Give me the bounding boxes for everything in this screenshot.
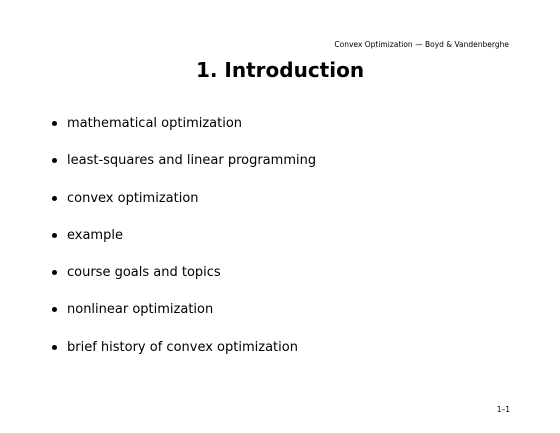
bullet-icon: [52, 196, 57, 201]
bullet-icon: [52, 345, 57, 350]
list-item-text: nonlinear optimization: [67, 302, 214, 318]
list-item-text: course goals and topics: [67, 265, 221, 281]
running-header: Convex Optimization — Boyd & Vandenberghe: [334, 40, 509, 49]
list-item: [52, 301, 316, 338]
list-item-text: convex optimization: [67, 190, 199, 206]
list-item-text: example: [67, 227, 123, 243]
list-item-text: least-squares and linear programming: [67, 153, 317, 169]
list-item: [52, 339, 316, 376]
list-item-text: brief history of convex optimization: [67, 339, 298, 355]
list-item: [52, 227, 316, 264]
bullet-icon: [52, 307, 57, 312]
list-item: [52, 115, 316, 152]
bullet-icon: [52, 158, 57, 163]
bullet-icon: [52, 270, 57, 275]
page-number: 1–1: [496, 405, 510, 414]
list-item: [52, 190, 316, 227]
list-item: [52, 152, 316, 189]
list-item-text: mathematical optimization: [67, 116, 243, 131]
bullet-icon: [52, 233, 57, 238]
bullet-icon: [52, 121, 57, 126]
bullet-list: [52, 115, 316, 376]
list-item: [52, 264, 316, 301]
slide-title: 1. Introduction: [195, 58, 365, 82]
